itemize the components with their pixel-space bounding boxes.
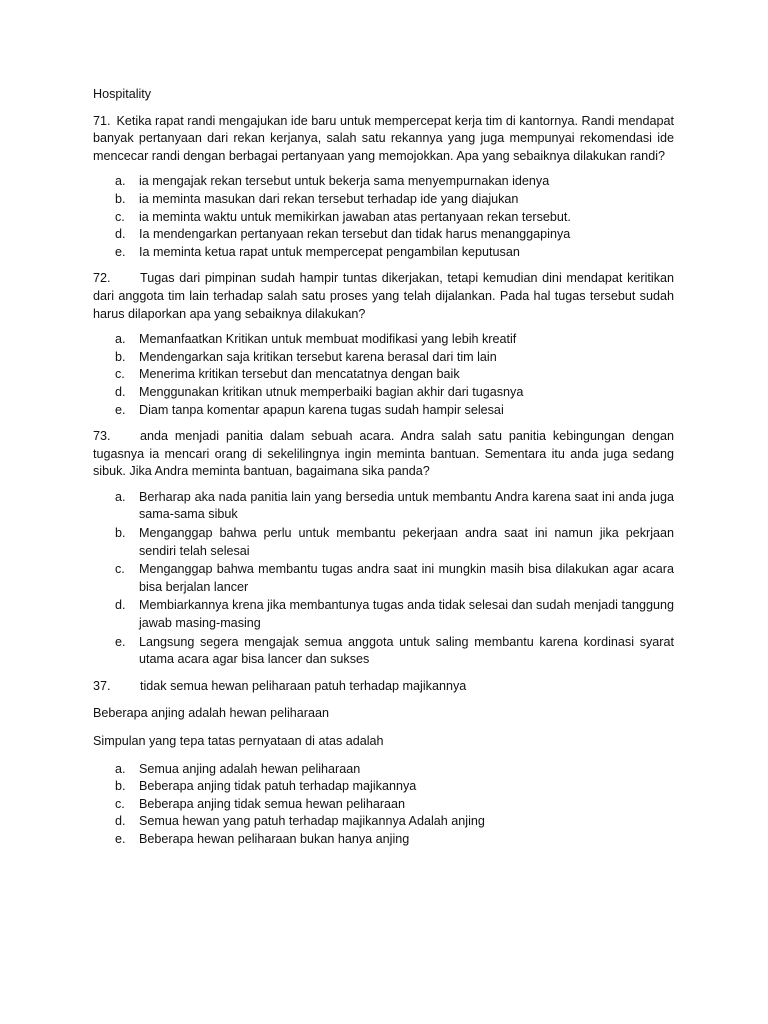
option-d xyxy=(93,813,674,831)
option-letter: c. xyxy=(115,367,125,382)
question-number: 72. xyxy=(93,271,111,286)
question-72-text xyxy=(93,270,674,323)
option-text: Ia meminta ketua rapat untuk mempercepat pengambilan keputusan xyxy=(139,244,520,259)
document-heading: Hospitality xyxy=(93,87,152,101)
conclusion-prompt: Simpulan yang tepa tatas pernyataan di atas adalah xyxy=(93,734,384,748)
option-text: Semua anjing adalah hewan peliharaan xyxy=(139,761,361,776)
option-text: ia mengajak rekan tersebut untuk bekerja sama menyempurnakan idenya xyxy=(139,174,550,189)
option-letter: a. xyxy=(115,761,126,776)
question-body: anda menjadi panitia dalam sebuah acara. Andra salah satu panitia kebingungan dengan tugasnya ia mencari orang di sekelilingnya ingin meminta bantuan. Sementara itu anda juga sedang sibuk. Jika Andra meminta bantuan, bagaimana sika panda? xyxy=(93,429,674,479)
option-text: Memanfaatkan Kritikan untuk membuat modifikasi yang lebih kreatif xyxy=(139,332,517,347)
question-73-text xyxy=(93,428,674,481)
option-letter: b. xyxy=(115,526,126,541)
option-c xyxy=(93,366,674,384)
question-71-options xyxy=(93,173,674,261)
question-71-text xyxy=(93,113,674,166)
option-e xyxy=(93,831,674,849)
question-body: Tugas dari pimpinan sudah hampir tuntas dikerjakan, tetapi kemudian dini mendapat keritikan dari anggota tim lain terhadap salah satu proses yang telah dijalankan. Pada hal tugas tersebut sudah harus dilaporkan apa yang sebaiknya dilakukan? xyxy=(93,271,674,321)
option-c xyxy=(93,796,674,814)
option-text: Beberapa anjing tidak semua hewan peliharaan xyxy=(139,796,406,811)
option-letter: a. xyxy=(115,174,126,189)
option-text: Ia mendengarkan pertanyaan rekan tersebut dan tidak harus menanggapinya xyxy=(139,227,571,242)
option-e xyxy=(93,634,674,669)
option-text: ia meminta waktu untuk memikirkan jawaban atas pertanyaan rekan tersebut. xyxy=(139,209,571,224)
option-e xyxy=(93,244,674,262)
option-e xyxy=(93,402,674,420)
option-b xyxy=(93,778,674,796)
option-letter: e. xyxy=(115,634,126,649)
option-text: Menganggap bahwa membantu tugas andra saat ini mungkin masih bisa dilakukan agar acara bisa berjalan lancer xyxy=(139,562,674,594)
option-text: Beberapa hewan peliharaan bukan hanya anjing xyxy=(139,831,410,846)
option-letter: a. xyxy=(115,489,126,504)
option-letter: d. xyxy=(115,598,126,613)
option-b xyxy=(93,349,674,367)
option-text: Menerima kritikan tersebut dan mencatatnya dengan baik xyxy=(139,367,460,382)
option-c xyxy=(93,561,674,596)
premise-statement: Beberapa anjing adalah hewan peliharaan xyxy=(93,706,329,721)
option-letter: d. xyxy=(115,227,126,242)
option-text: Berharap aka nada panitia lain yang bersedia untuk membantu Andra karena saat ini anda juga sama-sama sibuk xyxy=(139,489,674,522)
option-text: Beberapa anjing tidak patuh terhadap majikannya xyxy=(139,779,417,794)
option-d xyxy=(93,226,674,244)
option-a xyxy=(93,489,674,524)
option-c xyxy=(93,209,674,227)
question-73-options xyxy=(93,489,674,669)
option-a xyxy=(93,331,674,349)
option-letter: e. xyxy=(115,402,126,417)
option-letter: c. xyxy=(115,209,125,224)
question-37-text xyxy=(93,678,674,696)
option-d xyxy=(93,384,674,402)
question-number: 73. xyxy=(93,429,111,444)
option-text: Mendengarkan saja kritikan tersebut karena berasal dari tim lain xyxy=(139,349,497,364)
option-a xyxy=(93,173,674,191)
option-text: Semua hewan yang patuh terhadap majikannya Adalah anjing xyxy=(139,814,485,829)
question-number: 37. xyxy=(93,678,111,693)
option-letter: a. xyxy=(115,332,126,347)
question-body: Ketika rapat randi mengajukan ide baru untuk mempercepat kerja tim di kantornya. Randi mendapat banyak pertanyaan dari rekan kerjanya, salah satu rekannya yang juga mempunyai rekomendasi ide mencecar randi dengan berbagai pertanyaan yang memojokkan. Apa yang sebaiknya dilakukan randi? xyxy=(93,113,674,163)
option-letter: b. xyxy=(115,191,126,206)
question-37-options xyxy=(93,761,674,849)
option-letter: d. xyxy=(115,814,126,829)
option-letter: b. xyxy=(115,779,126,794)
option-text: Menganggap bahwa perlu untuk membantu pekerjaan andra saat ini namun jika pekrjaan sendiri telah selesai xyxy=(139,526,674,558)
question-72-options xyxy=(93,331,674,419)
document-page xyxy=(93,86,674,858)
option-b xyxy=(93,191,674,209)
option-b xyxy=(93,525,674,560)
option-letter: e. xyxy=(115,831,126,846)
question-body: tidak semua hewan peliharaan patuh terhadap majikannya xyxy=(140,678,467,693)
question-number: 71. xyxy=(93,113,111,128)
option-d xyxy=(93,597,674,632)
option-text: ia meminta masukan dari rekan tersebut terhadap ide yang diajukan xyxy=(139,191,519,206)
option-text: Diam tanpa komentar apapun karena tugas sudah hampir selesai xyxy=(139,402,504,417)
option-letter: c. xyxy=(115,562,125,577)
option-letter: e. xyxy=(115,244,126,259)
option-a xyxy=(93,761,674,779)
option-letter: b. xyxy=(115,349,126,364)
option-text: Menggunakan kritikan utnuk memperbaiki bagian akhir dari tugasnya xyxy=(139,384,524,399)
option-letter: c. xyxy=(115,796,125,811)
option-text: Langsung segera mengajak semua anggota untuk saling membantu karena kordinasi syarat utama acara agar bisa lancer dan sukses xyxy=(139,634,674,667)
option-letter: d. xyxy=(115,384,126,399)
option-text: Membiarkannya krena jika membantunya tugas anda tidak selesai dan sudah menjadi tanggung jawab masing-masing xyxy=(139,598,674,631)
